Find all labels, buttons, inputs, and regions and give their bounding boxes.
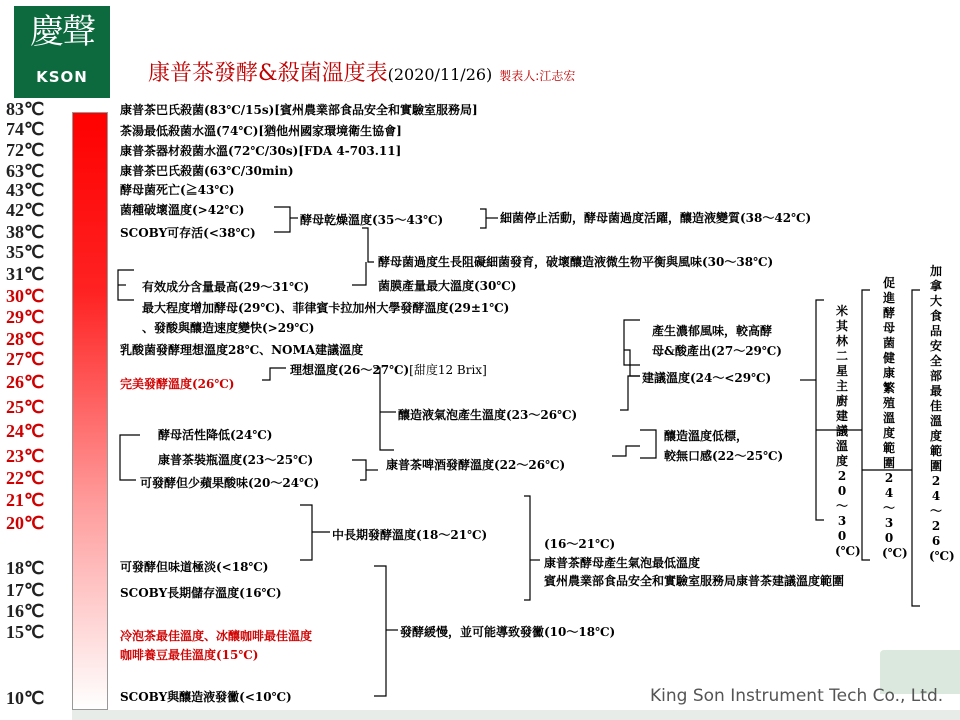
note-bottle: 康普茶裝瓶溫度(23～25℃) [158,453,314,467]
temp-label-24: 24℃ [6,421,45,441]
note-42: 菌種破壞溫度(>42℃) [120,203,245,217]
temp-label-21: 21℃ [6,490,45,510]
bracket-mid-long [300,505,312,560]
temp-label-29: 29℃ [6,307,45,327]
temp-label-15: 15℃ [6,622,45,642]
note-film: 菌膜產量最大溫度(30℃) [378,279,517,293]
note-yeast-low: 酵母活性降低(24℃) [158,428,273,442]
temp-label-25: 25℃ [6,397,45,417]
note-74: 茶湯最低殺菌水溫(74℃)[猶他州國家環境衛生協會] [120,124,402,138]
bracket-canada [912,290,920,606]
note-strong-flavor-2: 母&酸產出(27～29℃) [652,344,782,358]
note-ideal [290,361,487,378]
bracket-yeast-low [120,435,140,480]
note-72: 康普茶器材殺菌水溫(72℃/30s)[FDA 4-703.11] [120,144,402,158]
bottom-bar [72,710,960,720]
temp-label-43: 43℃ [6,180,45,200]
company-name: King Son Instrument Tech Co., Ltd. [650,686,944,706]
bracket-ideal [374,368,394,450]
note-max-yeast: 最大程度增加酵母(29℃)、菲律賓卡拉加州大學發酵溫度(29±1℃) [142,301,510,315]
bracket-bottle [352,460,366,480]
note-cold-brew: 冷泡茶最佳溫度、冰釀咖啡最佳溫度 [120,629,313,643]
title-author: 製表人:江志宏 [499,69,576,83]
note-coffee-bean: 咖啡養豆最佳溫度(15℃) [120,648,259,662]
note-yeast-overgrowth: 酵母菌過度生長阻礙細菌發育，破壞釀造液微生物平衡與風味(30～38℃) [378,255,774,269]
note-63: 康普茶巴氏殺菌(63℃/30min) [120,164,294,178]
temp-label-27: 27℃ [6,349,45,369]
note-weak: 可發酵但味道極淡(<18℃) [120,560,269,574]
bracket-yeast-dry [480,209,486,228]
temp-label-31: 31℃ [6,264,45,284]
bracket-42-38 [274,207,290,232]
logo-chinese: 慶聲 [30,12,94,52]
temp-label-16: 16℃ [6,601,45,621]
temp-label-20: 20℃ [6,513,45,533]
note-suggest: 建議溫度(24～<29℃) [642,371,772,385]
note-43: 酵母菌死亡(≧43℃) [120,183,235,197]
note-slow: 發酵緩慢，並可能導致發黴(10～18℃) [400,625,616,639]
link-film [352,262,366,285]
temp-label-42: 42℃ [6,200,45,220]
temp-label-35: 35℃ [6,242,45,262]
note-michelin-vertical: 米其林二星主廚建議溫度20～30(℃) [835,304,861,558]
note-beer: 康普茶啤酒發酵溫度(22～26℃) [386,458,566,472]
note-promote-vertical: 促進酵母菌健康繁殖溫度範圍24～30(℃) [882,276,908,560]
temp-label-38: 38℃ [6,222,45,242]
note-ideal-text: 理想溫度(26～27℃) [290,363,410,377]
bracket-bubble-min [524,496,530,600]
note-apple: 可發酵但少蘋果酸味(20～24℃) [140,476,320,490]
title-text: 康普茶發酵&殺菌溫度表 [148,61,388,86]
note-bubble-min-2: 康普茶酵母產生氣泡最低溫度 [544,556,701,570]
bracket-low-brew [640,430,656,458]
link-bubble-suggest [620,376,640,410]
note-ideal-brix: [甜度12 Brix] [409,363,487,377]
link-suggest [624,350,640,376]
temp-label-28: 28℃ [6,329,45,349]
bracket-yeast-over [362,228,374,262]
note-38: SCOBY可存活(<38℃) [120,226,256,240]
logo-english: KSON [36,68,88,86]
note-bubble-min-1: (16～21℃) [544,537,616,551]
bracket-strong-flavor [624,320,640,365]
note-bacteria-stop: 細菌停止活動，酵母菌過度活躍，釀造液變質(38～42℃) [500,211,812,225]
temp-label-74: 74℃ [6,119,45,139]
note-canada-vertical: 加拿大食品安全部最佳溫度範圍24～26(℃) [929,264,955,563]
note-bubble-min-3: 賓州農業部食品安全和實驗室服務局康普茶建議溫度範圍 [544,574,845,588]
note-mid-long: 中長期發酵溫度(18～21℃) [332,528,488,542]
temp-label-22: 22℃ [6,468,45,488]
temp-label-30: 30℃ [6,286,45,306]
note-83: 康普茶巴氏殺菌(83℃/15s)[賓州農業部食品安全和實驗室服務局] [120,103,478,117]
note-perfect: 完美發酵溫度(26℃) [120,377,235,391]
note-low-brew-2: 較無口感(22～25℃) [664,449,784,463]
temp-label-63: 63℃ [6,161,45,181]
note-low-brew-1: 釀造溫度低標， [664,429,749,443]
bracket-promote [862,290,870,560]
note-bubble: 釀造液氣泡產生溫度(23～26℃) [398,408,578,422]
note-yeast-dry: 酵母乾燥溫度(35～43℃) [300,213,444,227]
bracket-slow [374,566,386,696]
temp-label-72: 72℃ [6,140,45,160]
temp-label-17: 17℃ [6,580,45,600]
note-scoby-store: SCOBY長期儲存溫度(16℃) [120,586,282,600]
link-perfect-ideal [262,368,286,380]
title-date: (2020/11/26) [387,65,493,84]
temp-label-10: 10℃ [6,688,45,708]
bracket-michelin [816,300,824,520]
temp-label-18: 18℃ [6,558,45,578]
temp-label-83: 83℃ [6,99,45,119]
note-acid-fast: 、發酸與釀造速度變快(>29℃) [142,321,315,335]
note-strong-flavor-1: 產生濃郁風味，較高酵 [652,324,773,338]
note-effective: 有效成分含量最高(29～31℃) [142,280,310,294]
link-beer-low [612,446,640,456]
note-lactic: 乳酸菌發酵理想溫度28℃、NOMA建議溫度 [120,343,364,357]
temp-label-23: 23℃ [6,446,45,466]
temp-label-26: 26℃ [6,372,45,392]
note-mold: SCOBY與釀造液發黴(<10℃) [120,690,292,704]
